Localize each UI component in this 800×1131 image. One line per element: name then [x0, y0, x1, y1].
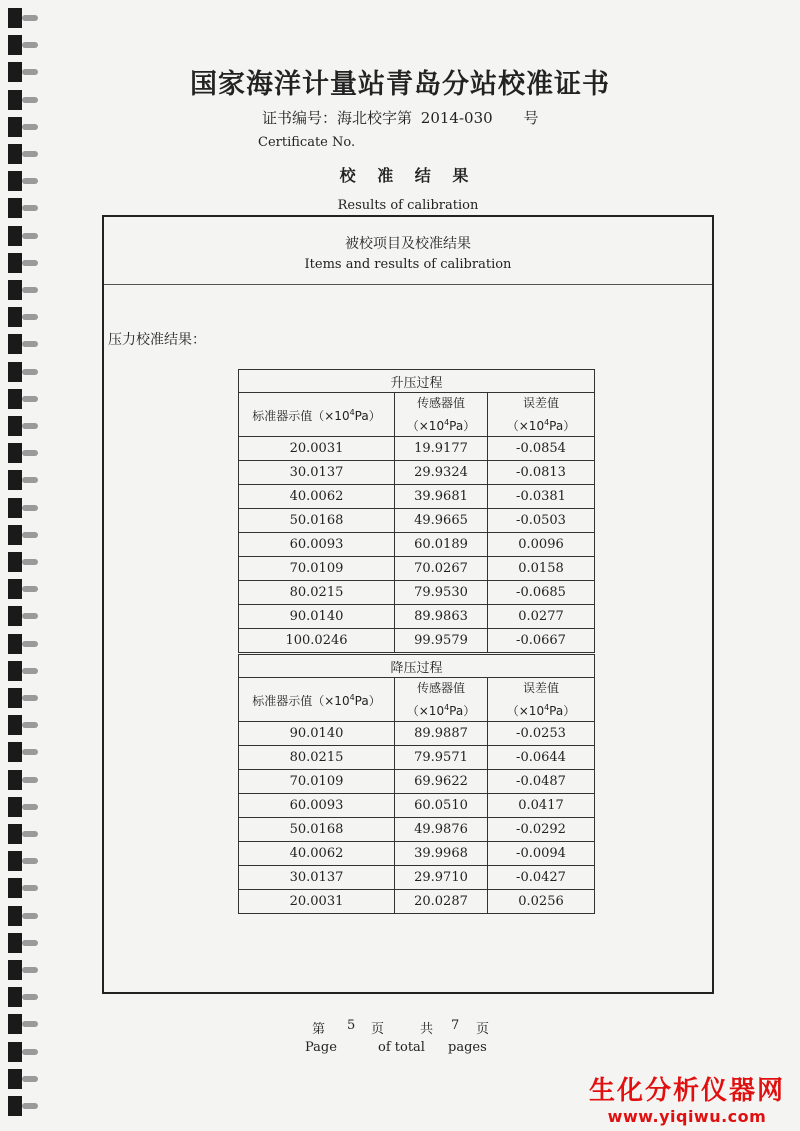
certificate-number-label: 证书编号：海北校字第: [262, 109, 413, 127]
sensor-value-cell: 79.9571: [395, 746, 488, 770]
pressure-results-label: 压力校准结果：: [108, 332, 206, 348]
binding-coil: [8, 6, 38, 30]
table-row: [239, 581, 595, 605]
standard-value-cell: 70.0109: [239, 557, 395, 581]
binding-coil: [8, 985, 38, 1009]
error-value-cell: 0.0277: [488, 605, 595, 629]
standard-value-cell: 30.0137: [239, 461, 395, 485]
error-value-cell: -0.0487: [488, 770, 595, 794]
table-row: [239, 557, 595, 581]
table-row: [239, 605, 595, 629]
standard-value-cell: 60.0093: [239, 794, 395, 818]
binding-coil: [8, 387, 38, 411]
certificate-title: 国家海洋计量站青岛分站校准证书: [190, 69, 610, 100]
standard-value-cell: 90.0140: [239, 605, 395, 629]
standard-value-cell: 50.0168: [239, 509, 395, 533]
error-value-cell: 0.0256: [488, 890, 595, 914]
table-row: [239, 842, 595, 866]
binding-coil: [8, 414, 38, 438]
results-heading: 被校项目及校准结果: [345, 236, 471, 252]
error-value-cell: -0.0094: [488, 842, 595, 866]
binding-coil: [8, 713, 38, 737]
standard-value-cell: 80.0215: [239, 581, 395, 605]
falling-pressure-table: [238, 654, 595, 914]
table-row: [239, 509, 595, 533]
standard-value-cell: 40.0062: [239, 842, 395, 866]
results-frame-heading: [104, 217, 712, 285]
binding-coil: [8, 768, 38, 792]
column-header-standard: 标准器示值$(\times 10^4Pa)$: [239, 393, 395, 437]
certificate-number: 2014-030: [420, 109, 493, 127]
standard-value-cell: 20.0031: [239, 890, 395, 914]
binding-coil: [8, 33, 38, 57]
standard-value-cell: 90.0140: [239, 722, 395, 746]
sensor-value-cell: 39.9681: [395, 485, 488, 509]
standard-value-cell: 70.0109: [239, 770, 395, 794]
rising-pressure-table: [238, 369, 595, 653]
total-label-gong: 共: [420, 1022, 434, 1037]
error-value-cell: -0.0667: [488, 629, 595, 653]
sensor-value-cell: 99.9579: [395, 629, 488, 653]
sensor-value-cell: 70.0267: [395, 557, 488, 581]
binding-coil: [8, 958, 38, 982]
binding-coil: [8, 550, 38, 574]
error-value-cell: -0.0685: [488, 581, 595, 605]
standard-value-cell: 20.0031: [239, 437, 395, 461]
total-label-ye: 页: [476, 1022, 490, 1037]
watermark-name: 生化分析仪器网: [588, 1076, 785, 1106]
sensor-value-cell: 19.9177: [395, 437, 488, 461]
sensor-value-cell: 20.0287: [395, 890, 488, 914]
binding-coil: [8, 577, 38, 601]
binding-coil: [8, 1040, 38, 1064]
table-row: [239, 890, 595, 914]
sensor-value-cell: 89.9887: [395, 722, 488, 746]
pages-label-en: pages: [448, 1040, 487, 1055]
table-row: [239, 746, 595, 770]
results-heading-en: Items and results of calibration: [304, 257, 512, 272]
binding-coil: [8, 1067, 38, 1091]
standard-value-cell: 100.0246: [239, 629, 395, 653]
table-row: [239, 437, 595, 461]
binding-coil: [8, 251, 38, 275]
table-row: [239, 485, 595, 509]
sensor-value-cell: 39.9968: [395, 842, 488, 866]
column-header-sensor: 传感器值 $(\times 10^4Pa)$: [395, 678, 488, 722]
error-value-cell: -0.0644: [488, 746, 595, 770]
binding-coil: [8, 795, 38, 819]
site-watermark: [574, 1070, 800, 1126]
page-label-en: Page: [305, 1040, 337, 1055]
error-value-cell: -0.0503: [488, 509, 595, 533]
of-total-label-en: of total: [378, 1040, 425, 1055]
binding-coil: [8, 305, 38, 329]
error-value-cell: -0.0292: [488, 818, 595, 842]
column-header-error: 误差值 $(\times 10^4Pa)$: [488, 678, 595, 722]
binding-coil: [8, 740, 38, 764]
error-value-cell: -0.0854: [488, 437, 595, 461]
page-number: 5: [347, 1018, 356, 1033]
standard-value-cell: 40.0062: [239, 485, 395, 509]
table-row: [239, 794, 595, 818]
table-row: [239, 629, 595, 653]
binding-coil: [8, 686, 38, 710]
certificate-number-line: [262, 107, 538, 128]
sensor-value-cell: 60.0189: [395, 533, 488, 557]
error-value-cell: -0.0253: [488, 722, 595, 746]
binding-coil: [8, 604, 38, 628]
binding-coil: [8, 822, 38, 846]
binding-coil: [8, 931, 38, 955]
sensor-value-cell: 79.9530: [395, 581, 488, 605]
total-pages: 7: [451, 1018, 460, 1033]
sensor-value-cell: 60.0510: [395, 794, 488, 818]
binding-coil: [8, 659, 38, 683]
standard-value-cell: 50.0168: [239, 818, 395, 842]
sensor-value-cell: 49.9876: [395, 818, 488, 842]
watermark-url: www.yiqiwu.com: [607, 1107, 767, 1126]
binding-coil: [8, 115, 38, 139]
table-row: [239, 818, 595, 842]
standard-value-cell: 60.0093: [239, 533, 395, 557]
table-row: [239, 461, 595, 485]
sensor-value-cell: 29.9710: [395, 866, 488, 890]
binding-coil: [8, 1094, 38, 1118]
binding-coil: [8, 849, 38, 873]
binding-coil: [8, 278, 38, 302]
binding-coil: [8, 468, 38, 492]
binding-coil: [8, 1012, 38, 1036]
standard-value-cell: 80.0215: [239, 746, 395, 770]
binding-coil: [8, 496, 38, 520]
column-header-sensor: 传感器值 $(\times 10^4Pa)$: [395, 393, 488, 437]
falling-table-caption: 降压过程: [239, 655, 595, 678]
binding-coil: [8, 632, 38, 656]
binding-coil: [8, 523, 38, 547]
table-row: [239, 866, 595, 890]
sensor-value-cell: 29.9324: [395, 461, 488, 485]
sensor-value-cell: 49.9665: [395, 509, 488, 533]
binding-coil: [8, 360, 38, 384]
table-row: [239, 533, 595, 557]
certificate-number-label-en: Certificate No.: [258, 135, 356, 150]
section-title: 校 准 结 果: [339, 166, 477, 185]
standard-value-cell: 30.0137: [239, 866, 395, 890]
error-value-cell: 0.0096: [488, 533, 595, 557]
binding-coil: [8, 224, 38, 248]
error-value-cell: 0.0158: [488, 557, 595, 581]
column-header-standard: 标准器示值$(\times 10^4Pa)$: [239, 678, 395, 722]
rising-table-caption: 升压过程: [239, 370, 595, 393]
page-label-ye: 页: [371, 1022, 385, 1037]
binding-coil: [8, 332, 38, 356]
binding-coil: [8, 441, 38, 465]
column-header-error: 误差值 $(\times 10^4Pa)$: [488, 393, 595, 437]
sensor-value-cell: 69.9622: [395, 770, 488, 794]
section-title-en: Results of calibration: [337, 198, 479, 213]
error-value-cell: 0.0417: [488, 794, 595, 818]
error-value-cell: -0.0427: [488, 866, 595, 890]
sensor-value-cell: 89.9863: [395, 605, 488, 629]
certificate-number-suffix: 号: [523, 109, 539, 127]
binding-coil: [8, 876, 38, 900]
binding-coil: [8, 904, 38, 928]
error-value-cell: -0.0813: [488, 461, 595, 485]
error-value-cell: -0.0381: [488, 485, 595, 509]
table-row: [239, 770, 595, 794]
page-label-di: 第: [312, 1022, 326, 1037]
table-row: [239, 722, 595, 746]
